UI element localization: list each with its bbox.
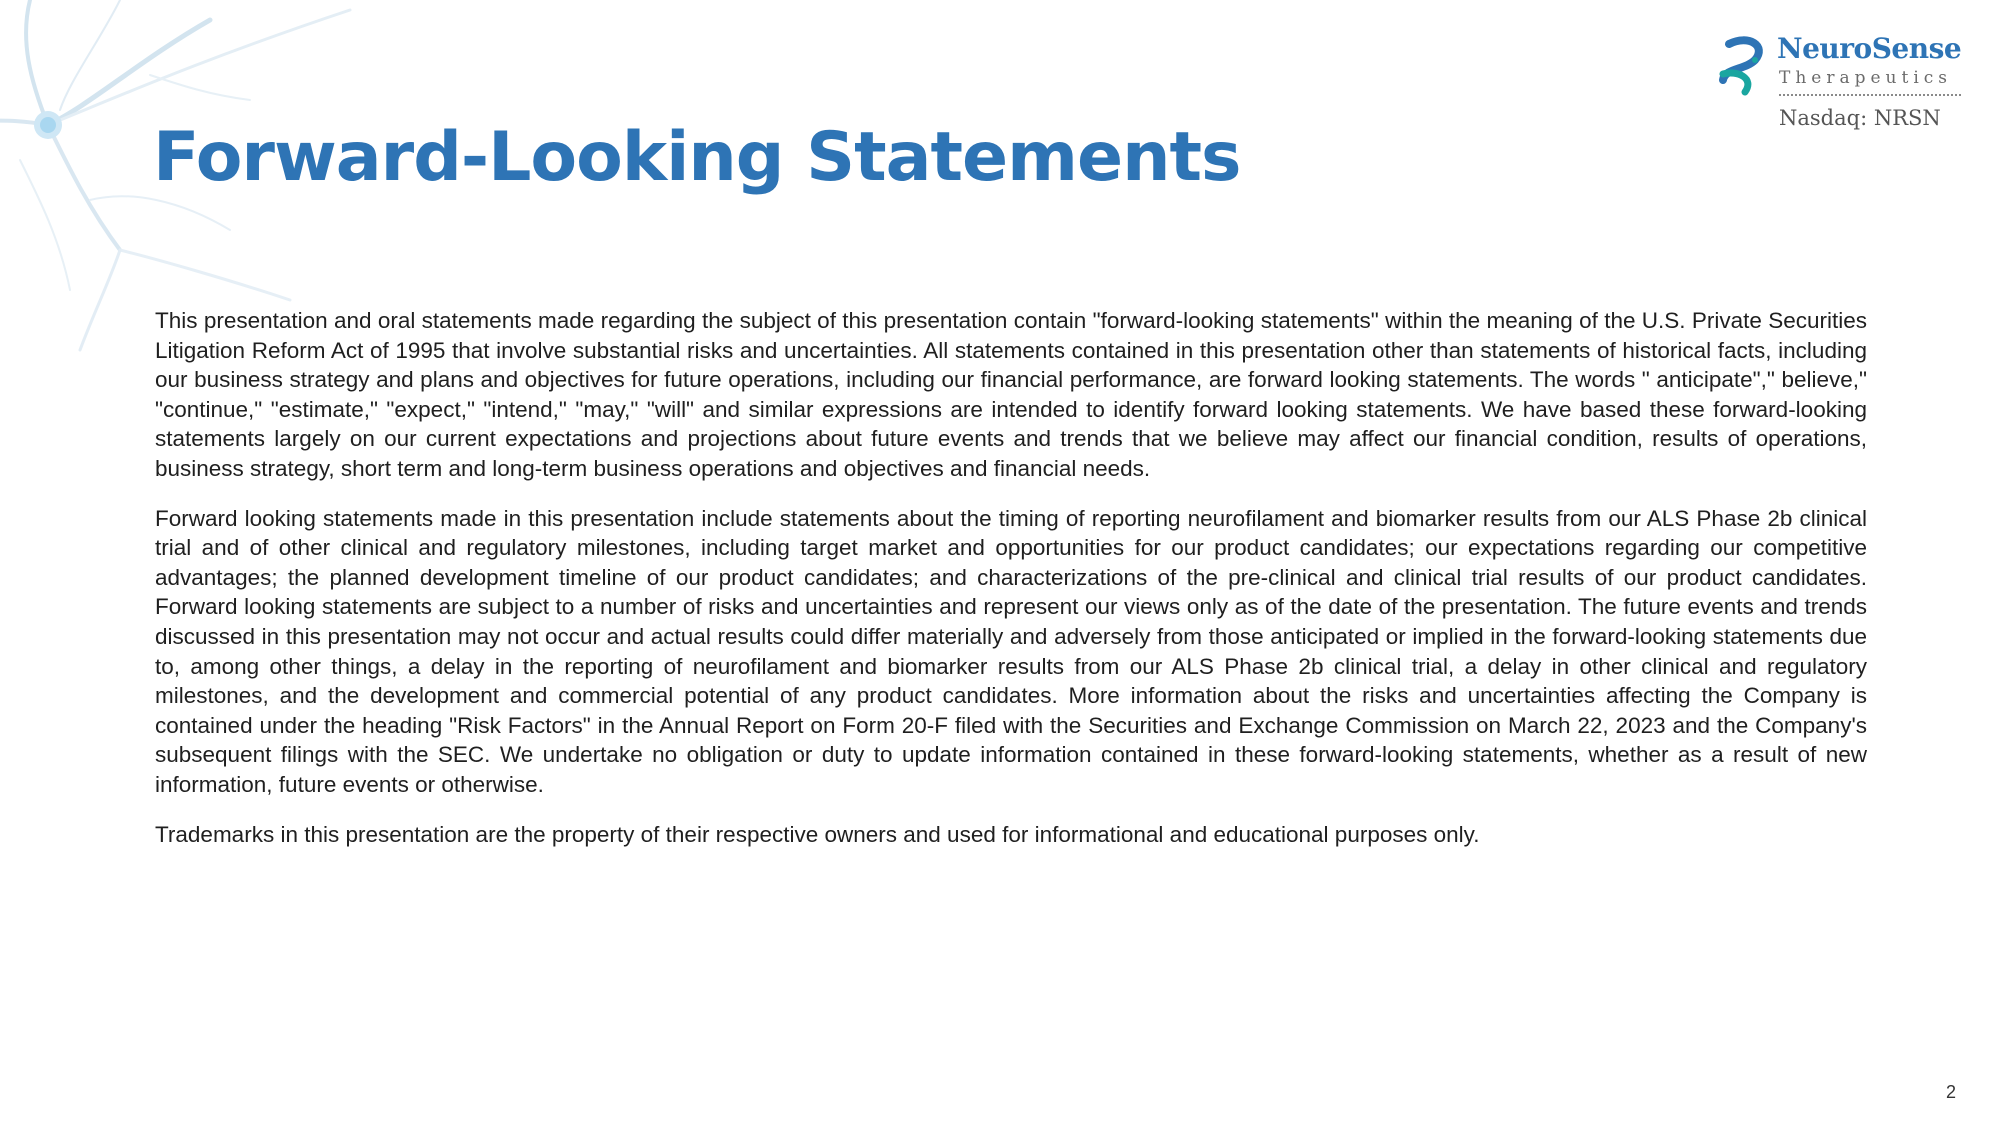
paragraph-trademarks: Trademarks in this presentation are the property of their respective owners and used for informational and educational purposes only.	[155, 821, 1480, 847]
logo-divider	[1779, 94, 1961, 96]
paragraph-forward-looking-definition: This presentation and oral statements made regarding the subject of this presentation contain "forward-looking statements" within the meaning of the U.S. Private Securities Litigation Reform Act of 1995 that involve substantial risks and uncertainties. All statements contained in this presentation other than statements of historical facts, including our business strategy and plans and objectives for future operations, including our financial performance, are forward looking statements. The words " anticipate"," believe," "continue," "estimate," "expect," "intend," "may," "will" and similar expressions are intended to identify forward looking statements. We have based these forward-looking statements largely on our current expectations and projections about future events and trends that we believe may affect our financial condition, results of operations, business strategy, short term and long-term business operations and objectives and financial needs.	[155, 308, 1867, 481]
company-logo	[1715, 30, 1965, 140]
page-number: 2	[1945, 1082, 1956, 1102]
logo-subtitle: Therapeutics	[1779, 68, 1953, 88]
neurosense-swirl-icon	[1715, 34, 1771, 96]
disclaimer-body	[155, 306, 1867, 869]
page-title: Forward-Looking Statements	[153, 118, 1241, 197]
stock-ticker: Nasdaq: NRSN	[1779, 106, 1941, 130]
paragraph-risks-and-uncertainties: Forward looking statements made in this presentation include statements about the timing of reporting neurofilament and biomarker results from our ALS Phase 2b clinical trial and of other clinical and regulatory milestones, including target market and opportunities for our product candidates; our expectations regarding our competitive advantages; the planned development timeline of our product candidates; and characterizations of the pre-clinical and clinical trial results of our product candidates. Forward looking statements are subject to a number of risks and uncertainties and represent our views only as of the date of the presentation. The future events and trends discussed in this presentation may not occur and actual results could differ materially and adversely from those anticipated or implied in the forward-looking statements due to, among other things, a delay in the reporting of neurofilament and biomarker results from our ALS Phase 2b clinical trial, a delay in other clinical and regulatory milestones, and the development and commercial potential of any product candidates. More information about the risks and uncertainties affecting the Company is contained under the heading "Risk Factors" in the Annual Report on Form 20-F filed with the Securities and Exchange Commission on March 22, 2023 and the Company's subsequent filings with the SEC. We undertake no obligation or duty to update information contained in these forward-looking statements, whether as a result of new information, future events or otherwise.	[155, 505, 1867, 797]
logo-name: NeuroSense	[1777, 32, 1962, 65]
